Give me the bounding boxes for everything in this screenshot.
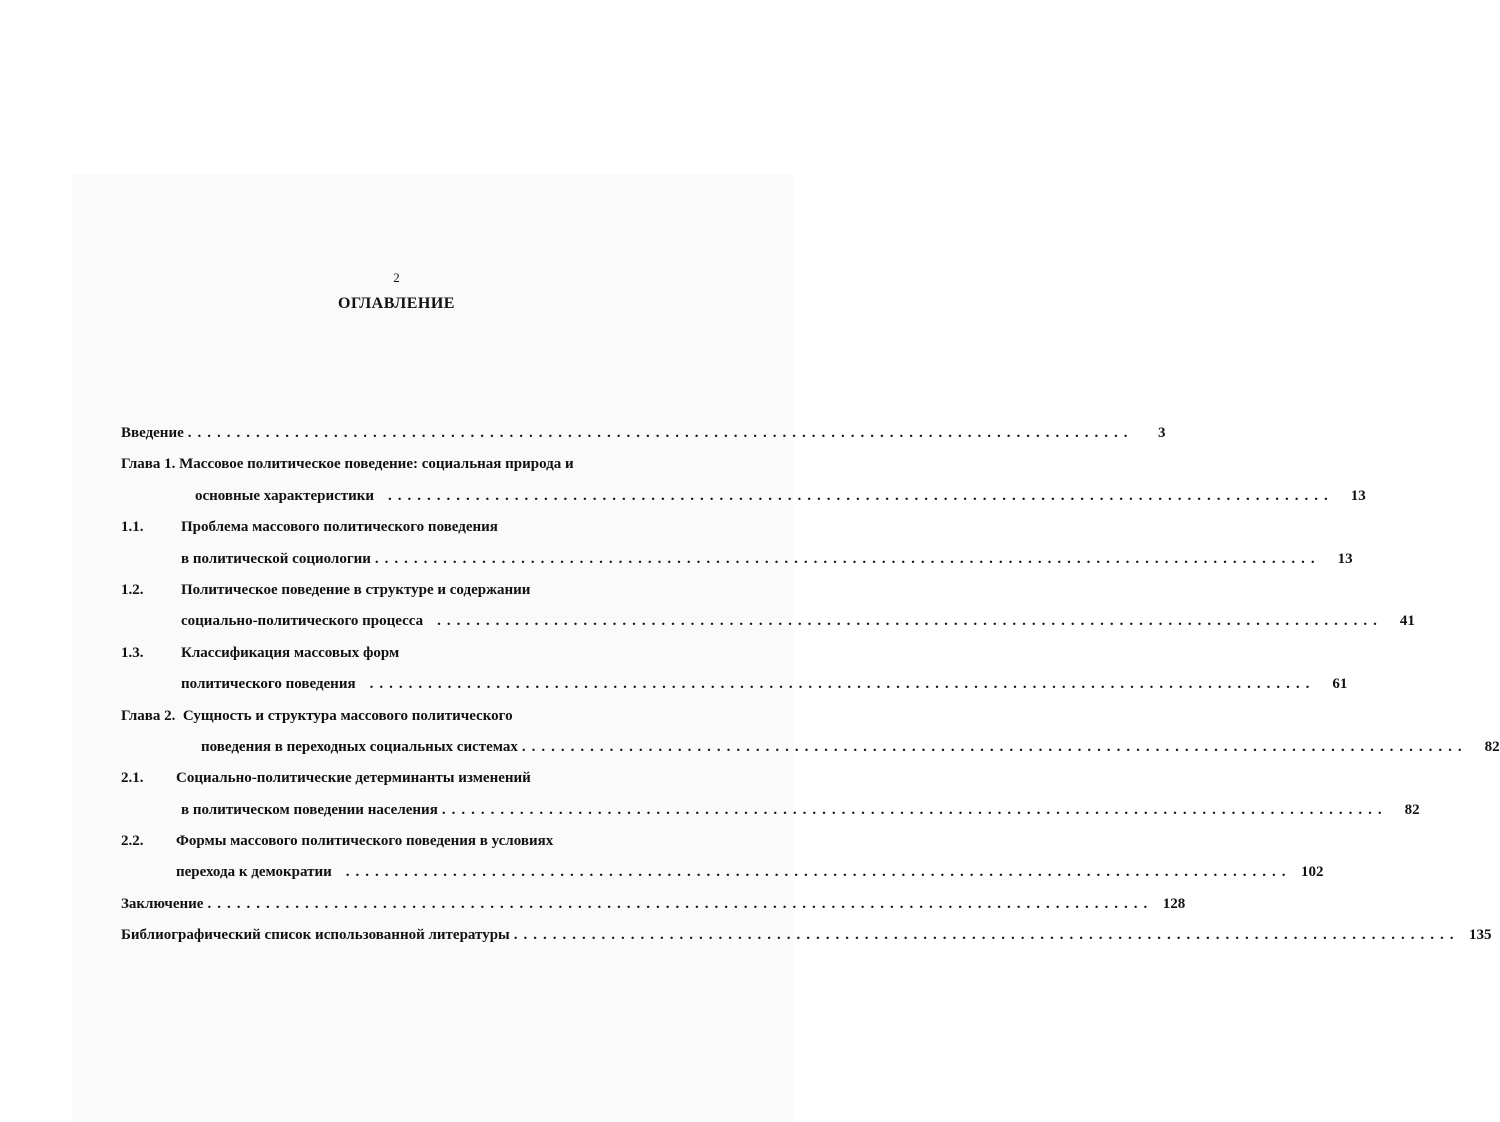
dot-leader: ................................................................................................. (521, 738, 1468, 755)
toc-entry-section-2-1 (121, 763, 723, 794)
toc-entry-chapter-1-cont (121, 481, 1366, 512)
toc-entry-intro (121, 418, 1166, 449)
dot-leader: ................................................................................................. (345, 864, 1292, 881)
toc-page-number: 61 (1332, 676, 1348, 693)
toc-entry-title: в политической социологии (181, 550, 371, 567)
dot-leader: ................................................................................................. (207, 895, 1154, 912)
toc-page-number: 82 (1404, 801, 1420, 818)
toc-entry-section-1-2-cont (121, 606, 1415, 637)
toc-entry-section-1-3-cont (121, 669, 1348, 700)
toc-entry-title: Введение (121, 425, 184, 441)
toc-entry-title: Библиографический список использованной литературы (121, 927, 510, 944)
toc-entry-title: Политическое поведение в структуре и содержании (181, 581, 531, 598)
toc-entry-number: 2.1. (121, 770, 144, 787)
dot-leader: ................................................................................................. (187, 425, 1134, 441)
toc-page-number: 13 (1350, 487, 1366, 504)
toc-entry-title: основные характеристики (195, 487, 375, 504)
toc-entry-title: перехода к демократии (176, 864, 332, 881)
toc-entry-section-2-2 (121, 826, 723, 857)
toc-entry-bibliography (121, 920, 1492, 951)
toc-entry-title: Социально-политические детерминанты изменений (176, 770, 531, 787)
toc-entry-section-1-2 (121, 575, 723, 606)
page-number: 2 (393, 270, 400, 285)
toc-page-number: 3 (1158, 425, 1166, 441)
toc-entry-section-2-1-cont (121, 795, 1420, 826)
page-title: ОГЛАВЛЕНИЕ (338, 295, 455, 312)
toc-entry-number: 1.2. (121, 581, 144, 598)
toc-entry-section-1-1-cont (121, 544, 1353, 575)
toc-entry-conclusion (121, 889, 1186, 920)
toc-page-number: 128 (1162, 895, 1186, 912)
toc-page-number: 41 (1399, 613, 1415, 630)
toc-entry-number: Глава 1. (121, 456, 176, 473)
toc-entry-title: в политическом поведении населения (181, 801, 438, 818)
dot-leader: ................................................................................................. (374, 550, 1321, 567)
toc-entry-title: Массовое политическое поведение: социальная природа и (179, 456, 574, 473)
toc-entry-section-2-2-cont (121, 857, 1324, 888)
toc-page-number: 13 (1337, 550, 1353, 567)
toc-entry-chapter-1 (121, 449, 723, 480)
toc-entry-title: Проблема массового политического поведения (181, 519, 498, 536)
toc-entry-section-1-1 (121, 512, 723, 543)
toc-entry-title: политического поведения (181, 676, 356, 693)
toc-page-number: 135 (1469, 927, 1492, 944)
toc-entry-title: Классификация массовых форм (181, 644, 400, 661)
table-of-contents (121, 418, 1500, 952)
toc-entry-title: социально-политического процесса (181, 613, 424, 630)
dot-leader: ................................................................................................. (388, 487, 1334, 504)
dot-leader: ................................................................................................. (369, 676, 1316, 693)
dot-leader: ................................................................................................. (513, 927, 1460, 944)
toc-entry-number: 1.3. (121, 644, 144, 661)
toc-entry-title: Сущность и структура массового политического (182, 707, 513, 724)
dot-leader: ................................................................................................. (441, 801, 1388, 818)
toc-entry-title: Формы массового политического поведения в условиях (176, 833, 554, 850)
toc-entry-number: 1.1. (121, 519, 144, 536)
toc-entry-title: поведения в переходных социальных системах (201, 738, 518, 755)
toc-entry-section-1-3 (121, 638, 723, 669)
dot-leader: ................................................................................................. (437, 613, 1383, 630)
toc-entry-number: Глава 2. (121, 707, 176, 724)
toc-page-number: 102 (1301, 864, 1324, 881)
toc-entry-chapter-2-cont (121, 732, 1500, 763)
toc-entry-title: Заключение (121, 895, 204, 912)
toc-page-number: 82 (1484, 738, 1500, 755)
toc-entry-number: 2.2. (121, 833, 144, 850)
toc-entry-chapter-2 (121, 701, 723, 732)
